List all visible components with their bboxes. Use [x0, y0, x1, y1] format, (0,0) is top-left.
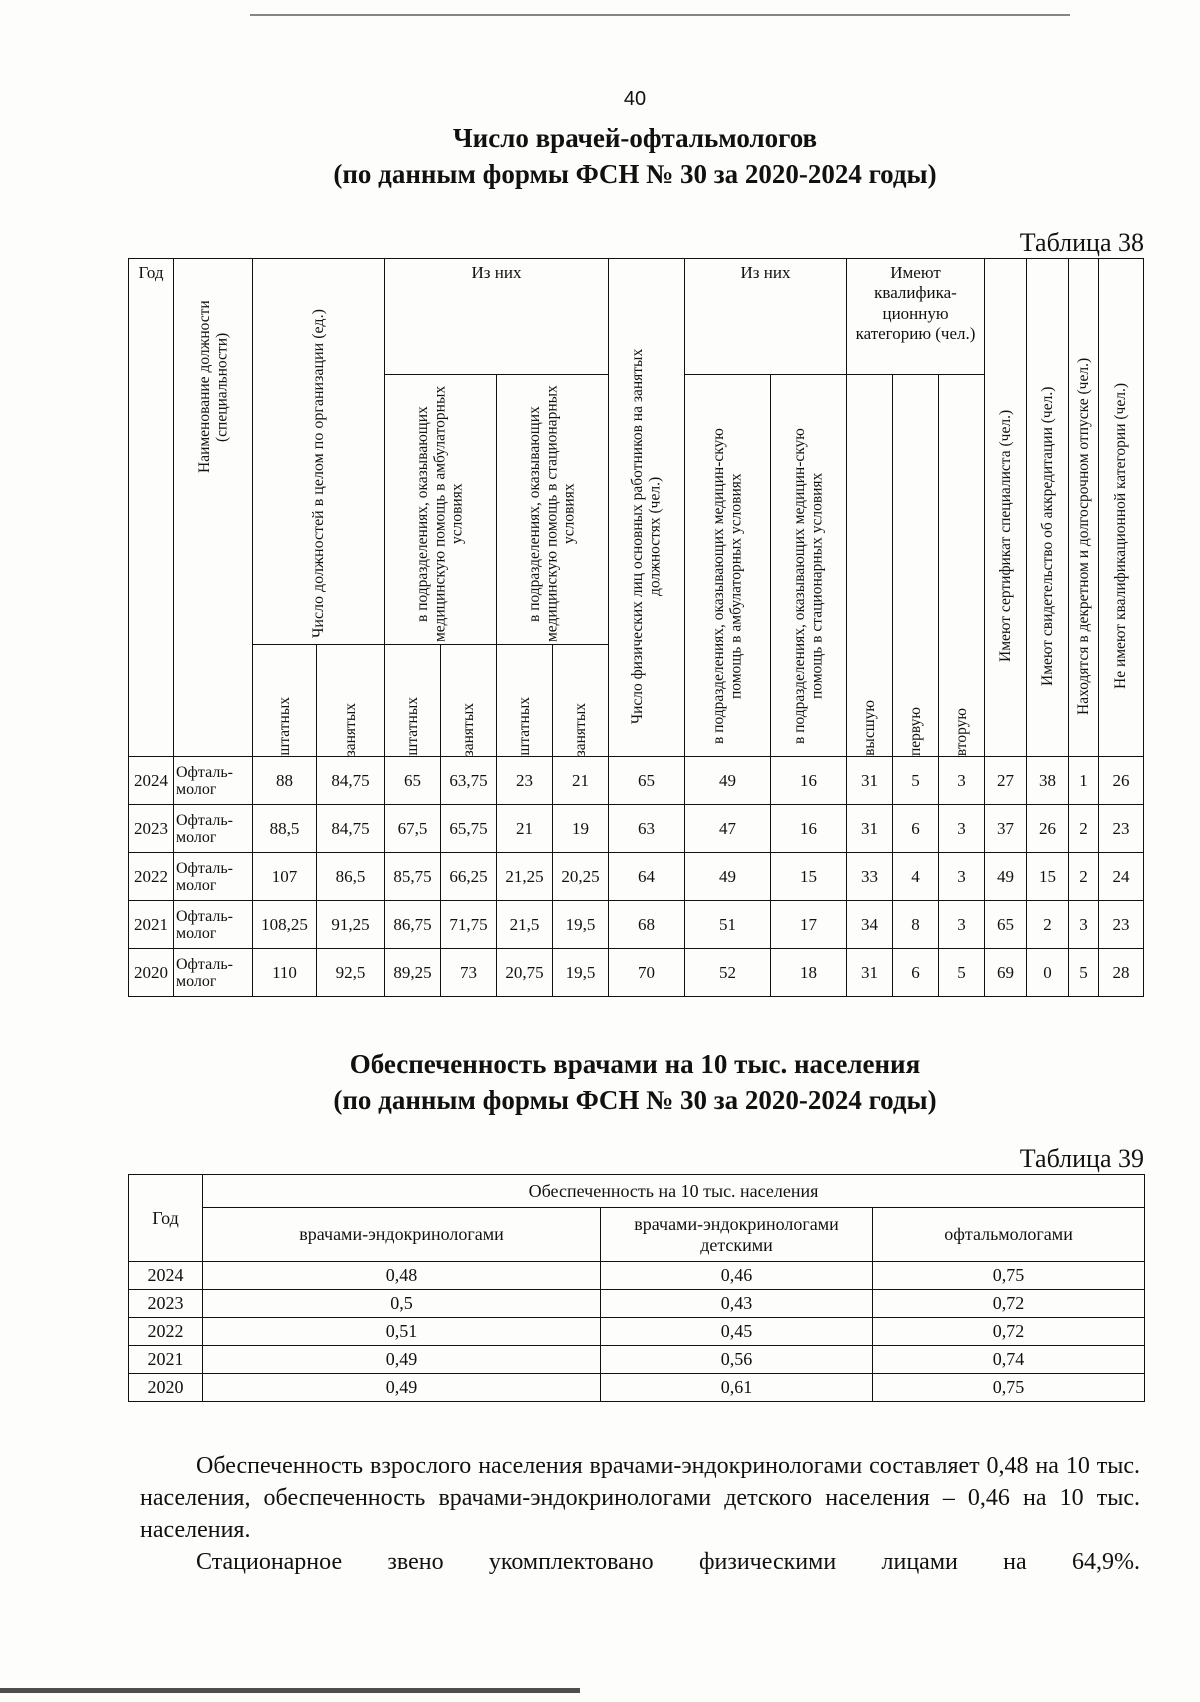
- cell-c10: 31: [847, 949, 893, 997]
- cell-endo: 0,48: [203, 1262, 601, 1290]
- cell-c3: 65: [385, 757, 441, 805]
- cell-c15: 2: [1069, 853, 1099, 901]
- cell-c13: 27: [985, 757, 1027, 805]
- cell-ophth: 0,75: [873, 1262, 1145, 1290]
- header-of-them-2: Из них: [685, 259, 847, 375]
- table-row: [129, 1290, 1145, 1318]
- cell-c8: 49: [685, 757, 771, 805]
- cell-c10: 31: [847, 757, 893, 805]
- cell-year: 2022: [129, 1318, 203, 1346]
- table-row: [129, 805, 1144, 853]
- paragraph-2-text: Стационарное звено укомплектовано физическими лицами на 64,9%.: [196, 1549, 1140, 1575]
- cell-c5: 21,25: [497, 853, 553, 901]
- cell-year: 2021: [129, 901, 174, 949]
- table39-title-line1: Обеспеченность врачами на 10 тыс. населения: [349, 1049, 921, 1079]
- paragraph-1-text: Обеспеченность взрослого населения врачами-эндокринологами составляет 0,48 на 10 тыс. населения, обеспеченность врачами-эндокринологами детского населения – 0,46 на 10 тыс. населения.: [140, 1453, 1140, 1543]
- cell-c7: 64: [609, 853, 685, 901]
- cell-c4: 71,75: [441, 901, 497, 949]
- cell-c9: 16: [771, 805, 847, 853]
- header-position-name: Наименование должности (специальности): [174, 259, 253, 757]
- cell-endo: 0,49: [203, 1346, 601, 1374]
- cell-c16: 24: [1099, 853, 1144, 901]
- cell-c6: 21: [553, 757, 609, 805]
- table38-title-line1: Число врачей-офтальмологов: [452, 123, 818, 153]
- header-outpatient-units: в подразделениях, оказывающих медицинскую помощь в амбулаторных условиях: [385, 375, 497, 645]
- cell-c4: 66,25: [441, 853, 497, 901]
- cell-pos: Офталь-молог: [174, 757, 253, 805]
- cell-c7: 70: [609, 949, 685, 997]
- cell-c6: 19,5: [553, 901, 609, 949]
- header-leave: Находятся в декретном и долгосрочном отпуске (чел.): [1069, 259, 1099, 757]
- cell-c15: 5: [1069, 949, 1099, 997]
- cell-ophth: 0,72: [873, 1290, 1145, 1318]
- cell-c2: 92,5: [317, 949, 385, 997]
- cell-c2: 84,75: [317, 805, 385, 853]
- cell-c4: 65,75: [441, 805, 497, 853]
- cell-c1: 108,25: [253, 901, 317, 949]
- cell-endo: 0,51: [203, 1318, 601, 1346]
- cell-c9: 16: [771, 757, 847, 805]
- cell-c8: 52: [685, 949, 771, 997]
- cell-c5: 21: [497, 805, 553, 853]
- paragraph-1: [140, 1450, 1140, 1546]
- cell-year: 2023: [129, 805, 174, 853]
- cell-c14: 2: [1027, 901, 1069, 949]
- cell-c11: 8: [893, 901, 939, 949]
- header-occupied-3: занятых: [553, 645, 609, 757]
- table38-title: [130, 120, 1140, 192]
- cell-endo_kids: 0,61: [601, 1374, 873, 1402]
- cell-c13: 69: [985, 949, 1027, 997]
- header-year: Год: [129, 259, 174, 757]
- table39-label: Таблица 39: [1019, 1144, 1144, 1173]
- table-row: [129, 1318, 1145, 1346]
- cell-year: 2021: [129, 1346, 203, 1374]
- cell-c2: 86,5: [317, 853, 385, 901]
- header-certificate: Имеют сертификат специалиста (чел.): [985, 259, 1027, 757]
- header-staff-2: штатных: [385, 645, 441, 757]
- cell-c13: 65: [985, 901, 1027, 949]
- table39: [128, 1174, 1145, 1402]
- cell-c9: 15: [771, 853, 847, 901]
- cell-c14: 38: [1027, 757, 1069, 805]
- table38-title-line2: (по данным формы ФСН № 30 за 2020-2024 годы): [333, 159, 937, 189]
- cell-ophth: 0,75: [873, 1374, 1145, 1402]
- paragraph-2: [140, 1546, 1140, 1578]
- cell-pos: Офталь-молог: [174, 901, 253, 949]
- header-of-them: Из них: [385, 259, 609, 375]
- cell-c5: 20,75: [497, 949, 553, 997]
- page-number: 40: [623, 88, 647, 110]
- cell-year: 2022: [129, 853, 174, 901]
- t39-header-endo-kids: врачами-эндокринологами детскими: [601, 1208, 873, 1262]
- header-first: первую: [893, 375, 939, 757]
- cell-c1: 107: [253, 853, 317, 901]
- cell-endo: 0,49: [203, 1374, 601, 1402]
- header-occupied-2: занятых: [441, 645, 497, 757]
- header-ind-inpatient: в подразделениях, оказывающих медицин-скую помощь в стационарных условиях: [771, 375, 847, 757]
- table-row: [129, 1374, 1145, 1402]
- header-no-category: Не имеют квалификационной категории (чел.): [1099, 259, 1144, 757]
- cell-c10: 34: [847, 901, 893, 949]
- cell-ophth: 0,72: [873, 1318, 1145, 1346]
- cell-year: 2023: [129, 1290, 203, 1318]
- table38: [128, 258, 1144, 997]
- cell-c10: 31: [847, 805, 893, 853]
- cell-c16: 26: [1099, 757, 1144, 805]
- cell-c1: 88,5: [253, 805, 317, 853]
- cell-endo_kids: 0,46: [601, 1262, 873, 1290]
- cell-pos: Офталь-молог: [174, 853, 253, 901]
- t39-header-endo: врачами-эндокринологами: [203, 1208, 601, 1262]
- cell-year: 2024: [129, 1262, 203, 1290]
- cell-c13: 37: [985, 805, 1027, 853]
- header-individuals: Число физических лиц основных работников на занятых должностях (чел.): [609, 259, 685, 757]
- cell-endo: 0,5: [203, 1290, 601, 1318]
- header-staff-3: штатных: [497, 645, 553, 757]
- header-positions-total: Число должностей в целом по организации (ед.): [253, 259, 385, 645]
- scan-artifact-top: [250, 14, 1070, 16]
- t39-header-group: Обеспеченность на 10 тыс. населения: [203, 1175, 1145, 1208]
- cell-c7: 68: [609, 901, 685, 949]
- table-row: [129, 901, 1144, 949]
- cell-c9: 17: [771, 901, 847, 949]
- cell-c6: 20,25: [553, 853, 609, 901]
- cell-c15: 2: [1069, 805, 1099, 853]
- cell-c8: 49: [685, 853, 771, 901]
- cell-pos: Офталь-молог: [174, 949, 253, 997]
- table39-title: [130, 1046, 1140, 1118]
- cell-endo_kids: 0,56: [601, 1346, 873, 1374]
- cell-c12: 3: [939, 757, 985, 805]
- cell-endo_kids: 0,45: [601, 1318, 873, 1346]
- header-inpatient-units: в подразделениях, оказывающих медицинскую помощь в стационарных условиях: [497, 375, 609, 645]
- cell-c9: 18: [771, 949, 847, 997]
- header-qualification: Имеют квалифика-ционную категорию (чел.): [847, 259, 985, 375]
- table-row: [129, 757, 1144, 805]
- cell-c10: 33: [847, 853, 893, 901]
- header-occupied-1: занятых: [317, 645, 385, 757]
- table-row: [129, 853, 1144, 901]
- cell-c1: 88: [253, 757, 317, 805]
- cell-c11: 6: [893, 949, 939, 997]
- header-second: вторую: [939, 375, 985, 757]
- cell-year: 2020: [129, 949, 174, 997]
- cell-ophth: 0,74: [873, 1346, 1145, 1374]
- cell-c12: 3: [939, 805, 985, 853]
- header-accreditation: Имеют свидетельство об аккредитации (чел.): [1027, 259, 1069, 757]
- table38-label: Таблица 38: [1019, 228, 1144, 257]
- cell-c6: 19,5: [553, 949, 609, 997]
- cell-c15: 1: [1069, 757, 1099, 805]
- cell-c7: 63: [609, 805, 685, 853]
- table-row: [129, 949, 1144, 997]
- cell-c16: 23: [1099, 901, 1144, 949]
- cell-c2: 84,75: [317, 757, 385, 805]
- cell-c16: 23: [1099, 805, 1144, 853]
- cell-c12: 3: [939, 901, 985, 949]
- cell-c14: 0: [1027, 949, 1069, 997]
- cell-endo_kids: 0,43: [601, 1290, 873, 1318]
- cell-c14: 26: [1027, 805, 1069, 853]
- cell-c7: 65: [609, 757, 685, 805]
- table-row: [129, 1346, 1145, 1374]
- cell-c3: 67,5: [385, 805, 441, 853]
- t39-header-ophth: офтальмологами: [873, 1208, 1145, 1262]
- header-ind-outpatient: в подразделениях, оказывающих медицин-скую помощь в амбулаторных условиях: [685, 375, 771, 757]
- cell-c16: 28: [1099, 949, 1144, 997]
- cell-c11: 4: [893, 853, 939, 901]
- cell-c5: 21,5: [497, 901, 553, 949]
- cell-year: 2020: [129, 1374, 203, 1402]
- cell-c3: 86,75: [385, 901, 441, 949]
- cell-c8: 47: [685, 805, 771, 853]
- cell-c11: 6: [893, 805, 939, 853]
- cell-c2: 91,25: [317, 901, 385, 949]
- cell-c14: 15: [1027, 853, 1069, 901]
- header-staff-1: штатных: [253, 645, 317, 757]
- header-highest: высшую: [847, 375, 893, 757]
- cell-c8: 51: [685, 901, 771, 949]
- cell-year: 2024: [129, 757, 174, 805]
- table-row: [129, 1262, 1145, 1290]
- cell-c12: 3: [939, 853, 985, 901]
- t39-header-year: Год: [129, 1175, 203, 1262]
- cell-c3: 85,75: [385, 853, 441, 901]
- cell-c4: 63,75: [441, 757, 497, 805]
- cell-pos: Офталь-молог: [174, 805, 253, 853]
- cell-c5: 23: [497, 757, 553, 805]
- cell-c13: 49: [985, 853, 1027, 901]
- cell-c6: 19: [553, 805, 609, 853]
- cell-c1: 110: [253, 949, 317, 997]
- cell-c3: 89,25: [385, 949, 441, 997]
- cell-c4: 73: [441, 949, 497, 997]
- cell-c11: 5: [893, 757, 939, 805]
- cell-c15: 3: [1069, 901, 1099, 949]
- table39-title-line2: (по данным формы ФСН № 30 за 2020-2024 годы): [333, 1085, 937, 1115]
- cell-c12: 5: [939, 949, 985, 997]
- scan-artifact-bottom: [0, 1688, 580, 1693]
